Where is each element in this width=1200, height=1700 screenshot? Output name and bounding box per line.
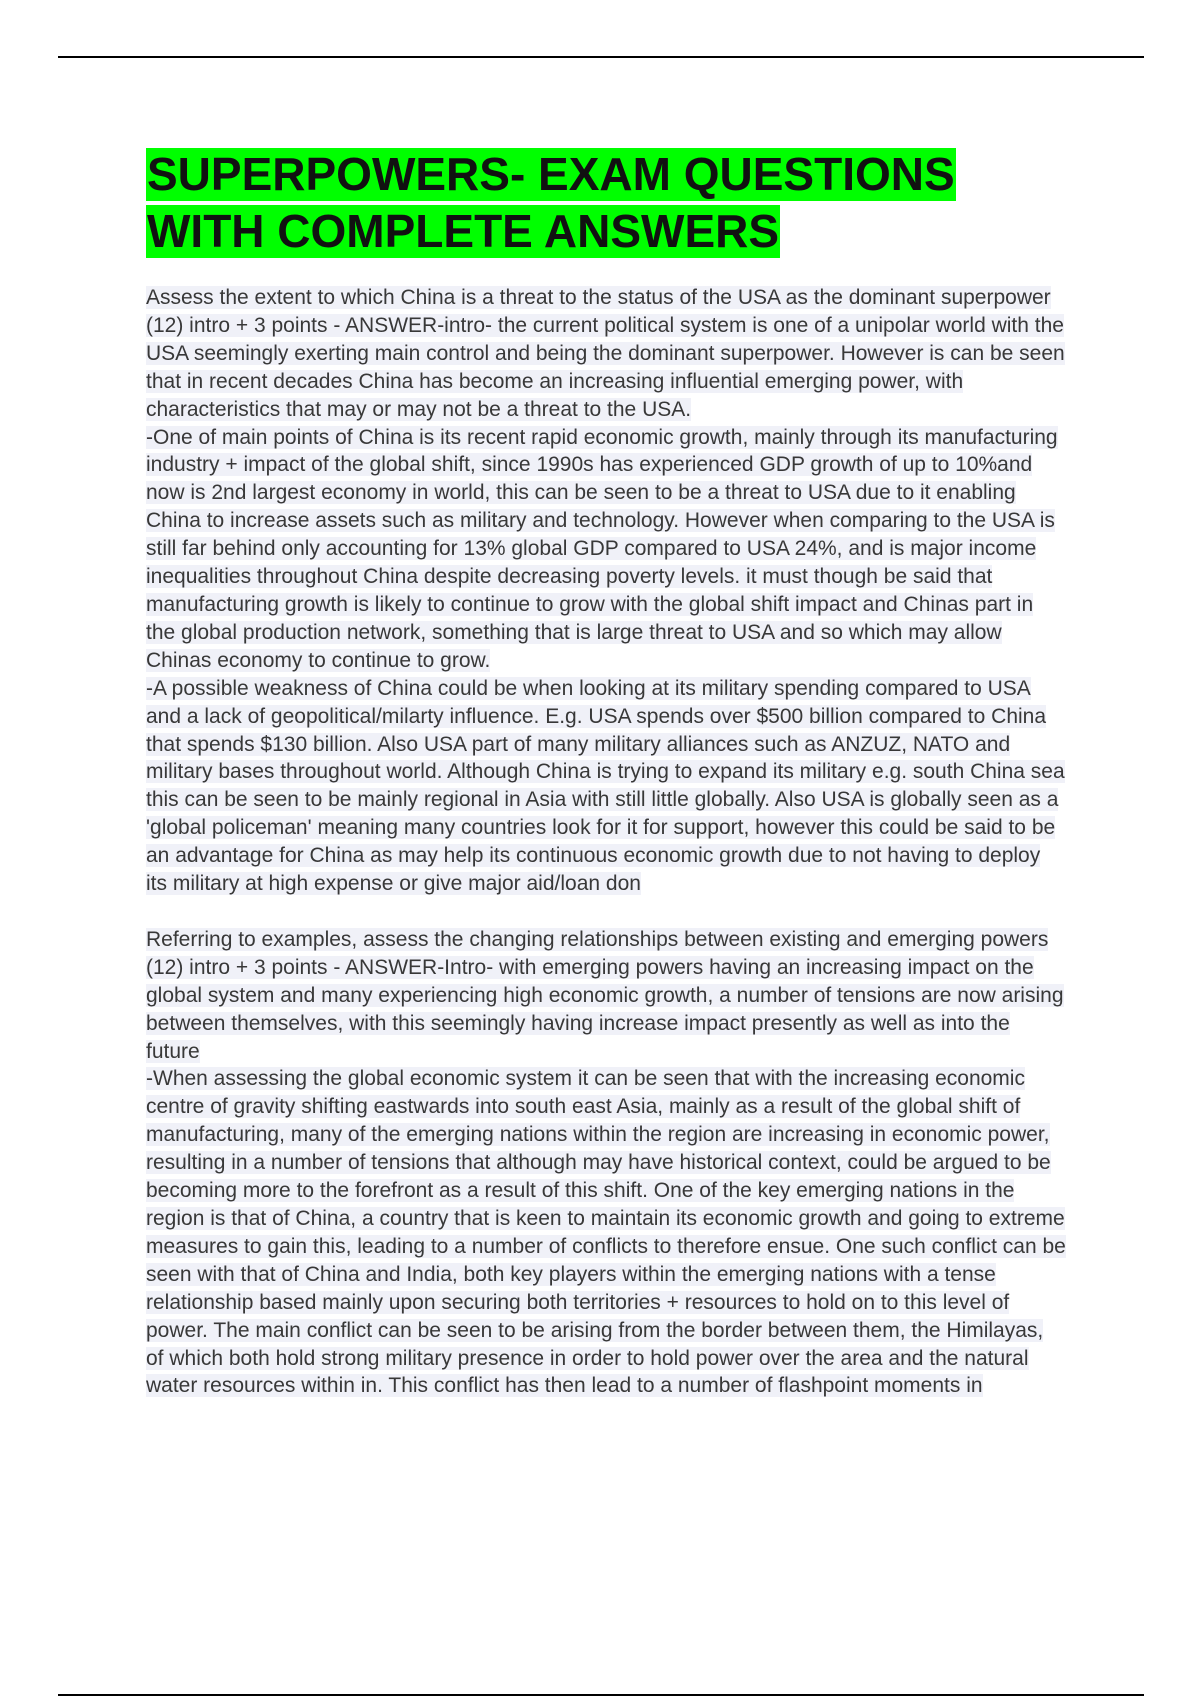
paragraph-question-1-intro: Assess the extent to which China is a threat to the status of the USA as the dominant superpower (12) intro + 3 points - ANSWER-intro- the current political system is one of a unipolar world with the USA seemingly exerting main control and being the dominant superpower. However is can be seen that in recent decades China has become an increasing influential emerging power, with characteristics that may or may not be a threat to the USA.	[146, 286, 1065, 421]
document-page	[146, 146, 1066, 1400]
title-line-1: SUPERPOWERS- EXAM QUESTIONS	[147, 148, 955, 200]
bottom-rule	[58, 1694, 1144, 1696]
paragraph-question-1-point-2: -A possible weakness of China could be when looking at its military spending compared to USA and a lack of geopolitical/milarty influence. E.g. USA spends over $500 billion compared to China that spends $130 billion. Also USA part of many military alliances such as ANZUZ, NATO and military bases throughout world. Although China is trying to expand its military e.g. south China sea this can be seen to be mainly regional in Asia with still little globally. Also USA is globally seen as a 'global policeman' meaning many countries look for it for support, however this could be said to be an advantage for China as may help its continuous economic growth due to not having to deploy its military at high expense or give major aid/loan don	[146, 676, 1065, 896]
paragraph-question-2-intro: Referring to examples, assess the changing relationships between existing and emerging powers (12) intro + 3 points - ANSWER-Intro- with emerging powers having an increasing impact on the global system and many experiencing high economic growth, a number of tensions are now arising between themselves, with this seemingly having increase impact presently as well as into the future	[146, 927, 1064, 1063]
paragraph-spacer	[146, 898, 1066, 926]
paragraph-question-2-point-1: -When assessing the global economic system it can be seen that with the increasing economic centre of gravity shifting eastwards into south east Asia, mainly as a result of the global shift of manufacturing, many of the emerging nations within the region are increasing in economic power, resulting in a number of tensions that although may have historical context, could be argued to be becoming more to the forefront as a result of this shift. One of the key emerging nations in the region is that of China, a country that is keen to maintain its economic growth and going to extreme measures to gain this, leading to a number of conflicts to therefore ensue. One such conflict can be seen with that of China and India, both key players within the emerging nations with a tense relationship based mainly upon securing both territories + resources to hold on to this level of power. The main conflict can be seen to be arising from the border between them, the Himilayas, of which both hold strong military presence in order to hold power over the area and the natural water resources within in. This conflict has then lead to a number of flashpoint moments in	[146, 1067, 1066, 1398]
document-body	[146, 284, 1066, 1400]
document-title	[146, 146, 1066, 260]
top-rule	[58, 56, 1144, 58]
paragraph-question-1-point-1: -One of main points of China is its recent rapid economic growth, mainly through its manufacturing industry + impact of the global shift, since 1990s has experienced GDP growth of up to 10%and now is 2nd largest economy in world, this can be seen to be a threat to USA due to it enabling China to increase assets such as military and technology. However when comparing to the USA is still far behind only accounting for 13% global GDP compared to USA 24%, and is major income inequalities throughout China despite decreasing poverty levels. it must though be said that manufacturing growth is likely to continue to grow with the global shift impact and Chinas part in the global production network, something that is large threat to USA and so which may allow Chinas economy to continue to grow.	[146, 425, 1058, 672]
title-line-2: WITH COMPLETE ANSWERS	[147, 205, 780, 257]
